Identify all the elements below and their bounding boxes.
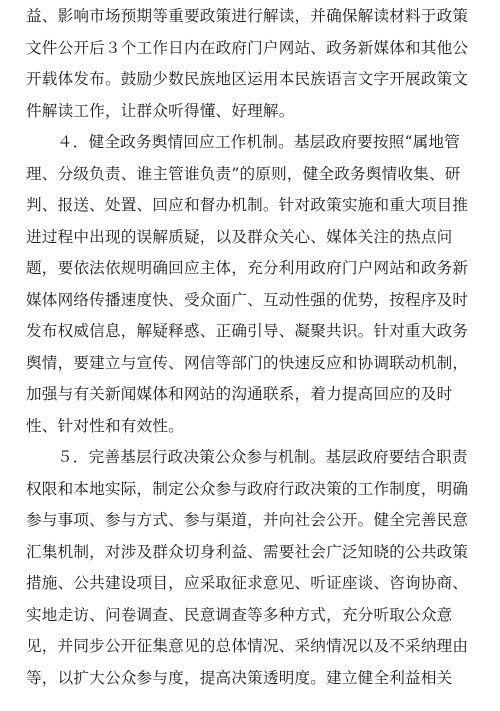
text-line: 理、分级负责、谁主管谁负责”的原则，健全政务舆情收集、研: [26, 164, 461, 183]
text-line: 加强与有关新闻媒体和网站的沟通联系，着力提高回应的及时: [26, 385, 453, 403]
text-line: 性、针对性和有效性。: [26, 416, 184, 435]
text-line: 件解读工作，让群众听得懂、好理解。: [26, 101, 295, 120]
text-line: 措施、公共建设项目，应采取征求意见、听证座谈、咨询协商、: [26, 574, 469, 592]
text-line: 等，以扩大公众参与度，提高决策透明度。建立健全利益相关: [26, 668, 453, 687]
text-line: 参与事项、参与方式、参与渠道，并向社会公开。健全完善民意: [26, 511, 469, 529]
text-line: 舆情，要建立与宣传、网信等部门的快速反应和协调联动机制，: [26, 353, 469, 372]
text-line: 媒体网络传播速度快、受众面广、互动性强的优势，按程序及时: [26, 290, 469, 309]
text-line: ５．完善基层行政决策公众参与机制。基层政府要结合职责: [57, 448, 468, 466]
text-line: 发布权威信息，解疑释惑、正确引导、凝聚共识。针对重大政务: [26, 322, 469, 340]
text-line: 实地走访、问卷调查、民意调查等多种方式，充分听取公众意: [26, 605, 453, 624]
text-line: 汇集机制，对涉及群众切身利益、需要社会广泛知晓的公共政策: [26, 542, 469, 561]
text-line: 益、影响市场预期等重要政策进行解读，并确保解读材料于政策: [26, 7, 469, 25]
text-line: ４．健全政务舆情回应工作机制。基层政府要按照“属地管: [57, 133, 461, 151]
text-line: 题，要依法依规明确回应主体，充分利用政府门户网站和政务新: [26, 259, 469, 277]
text-line: 进过程中出现的误解质疑，以及群众关心、媒体关注的热点问: [26, 227, 453, 246]
text-line: 权限和本地实际，制定公众参与政府行政决策的工作制度，明确: [26, 479, 469, 498]
text-line: 开载体发布。鼓励少数民族地区运用本民族语言文字开展政策文: [26, 70, 469, 88]
text-line: 文件公开后３个工作日内在政府门户网站、政务新媒体和其他公: [26, 38, 469, 57]
text-line: 见，并同步公开征集意见的总体情况、采纳情况以及不采纳理由: [26, 637, 469, 655]
text-line: 判、报送、处置、回应和督办机制。针对政策实施和重大项目推: [26, 196, 469, 214]
